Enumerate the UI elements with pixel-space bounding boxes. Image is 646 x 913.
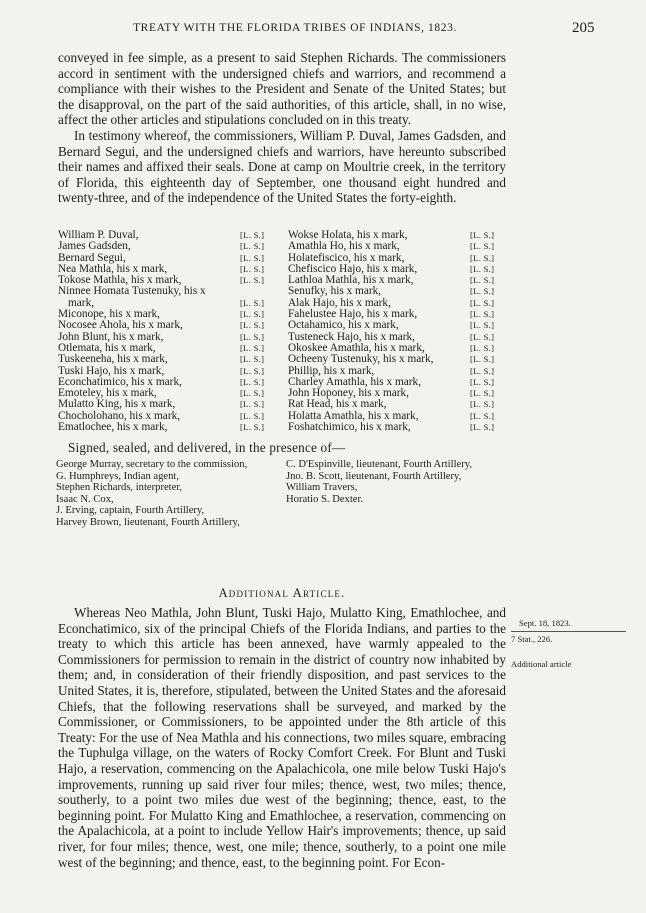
seal-mark: [L. S.] xyxy=(240,399,265,410)
signatory-name: James Gadsden, xyxy=(58,240,131,253)
signatures-right-column xyxy=(288,230,506,433)
margin-statute: 7 Stat., 226. xyxy=(511,634,553,644)
seal-mark: [L. S.] xyxy=(470,410,495,421)
paragraph-testimony: In testimony whereof, the commissioners, William P. Duval, James Gadsden, and Bernard Segui, and the undersigned chiefs and warriors, have hereunto subscribed their names and affixed their seals. Done at camp on Moultrie creek, in the territory of Florida, this eighteenth day of September, one thousand eight hundred and twenty-three, and of the independence of the United States the forty-eighth. xyxy=(58,127,506,206)
seal-mark: [L. S.] xyxy=(470,252,495,263)
seal-mark: [L. S.] xyxy=(470,309,495,320)
signatory-name: Nea Mathla, his x mark, xyxy=(58,262,168,275)
seal-mark: [L. S.] xyxy=(470,263,495,274)
running-title: TREATY WITH THE FLORIDA TRIBES OF INDIANS, 1823. xyxy=(133,22,457,34)
signature-row xyxy=(58,241,273,252)
signatory-name: Octahamico, his x mark, xyxy=(288,319,399,332)
signatory-name: Holatefiscico, his x mark, xyxy=(288,251,405,264)
seal-mark: [L. S.] xyxy=(470,230,495,240)
signatory-name: Tusteneck Hajo, his x mark, xyxy=(288,330,415,343)
signatory-name: Otlemata, his x mark, xyxy=(58,341,156,354)
seal-mark: [L. S.] xyxy=(240,241,265,252)
seal-mark: [L. S.] xyxy=(470,320,495,331)
margin-date: Sept. 18, 1823. xyxy=(519,618,571,628)
witness-entry: C. D'Espinville, lieutenant, Fourth Artillery, xyxy=(286,459,473,470)
witnesses-right-column xyxy=(286,459,508,505)
signatory-name: Emoteley, his x mark, xyxy=(58,387,157,400)
signatory-name: Alak Hajo, his x mark, xyxy=(288,296,391,309)
signature-row xyxy=(288,422,506,433)
margin-notes xyxy=(511,618,629,670)
seal-mark: [L. S.] xyxy=(470,388,495,399)
witness-entry: George Murray, secretary to the commission, xyxy=(56,459,248,470)
seal-mark: [L. S.] xyxy=(470,399,495,410)
seal-mark: [L. S.] xyxy=(240,422,265,433)
signatory-name: mark, xyxy=(68,296,95,309)
seal-mark: [L. S.] xyxy=(240,388,265,399)
witness-entry: William Travers, xyxy=(286,482,358,494)
signatory-name: Phillip, his x mark, xyxy=(288,364,375,377)
signatory-name: Ematlochee, his x mark, xyxy=(58,421,168,434)
signatory-name: Okoskee Amathla, his x mark, xyxy=(288,341,425,354)
signatory-name: Charley Amathla, his x mark, xyxy=(288,375,422,388)
paragraph-closing-article: conveyed in fee simple, as a present to said Stephen Richards. The commissioners accord in sentiment with the undersigned chiefs and warriors, and recommend a compliance with their wishes to the President and Senate of the United States; but the disapproval, on the part of the said authorities, of this article, shall, in no wise, affect the other articles and stipulations concluded on in this treaty. xyxy=(58,50,506,128)
witness-entry: Harvey Brown, lieutenant, Fourth Artillery, xyxy=(56,516,240,528)
signatory-name: Rat Head, his x mark, xyxy=(288,398,387,411)
additional-article-text xyxy=(58,605,506,870)
signature-row xyxy=(288,354,506,365)
witness-entry: Jno. B. Scott, lieutenant, Fourth Artillery, xyxy=(286,470,462,482)
signature-row xyxy=(288,241,506,252)
signature-row xyxy=(58,320,273,331)
seal-mark: [L. S.] xyxy=(240,354,265,365)
seal-mark: [L. S.] xyxy=(240,331,265,342)
signatory-name: Amathla Ho, his x mark, xyxy=(288,240,400,253)
signatory-name: Ocheeny Tustenuky, his x mark, xyxy=(288,353,434,366)
signature-row xyxy=(58,354,273,365)
witness-entry: G. Humphreys, Indian agent, xyxy=(56,470,179,482)
signatory-name: Chefiscico Hajo, his x mark, xyxy=(288,262,418,275)
seal-mark: [L. S.] xyxy=(240,376,265,387)
seal-mark: [L. S.] xyxy=(470,297,495,308)
signatory-name: Wokse Holata, his x mark, xyxy=(288,229,408,241)
signatory-name: John Hoponey, his x mark, xyxy=(288,387,410,400)
seal-mark: [L. S.] xyxy=(470,286,495,297)
signatures-left-column xyxy=(58,230,273,433)
signatory-name: Fahelustee Hajo, his x mark, xyxy=(288,308,418,321)
seal-mark: [L. S.] xyxy=(240,342,265,353)
page-number: 205 xyxy=(572,20,595,36)
signatory-name: Econchatimico, his x mark, xyxy=(58,375,182,388)
witness-entry: Horatio S. Dexter. xyxy=(286,493,364,505)
seal-mark: [L. S.] xyxy=(240,320,265,331)
seal-mark: [L. S.] xyxy=(240,275,265,286)
signature-row xyxy=(58,422,273,433)
seal-mark: [L. S.] xyxy=(470,275,495,286)
treaty-text xyxy=(58,50,506,206)
seal-mark: [L. S.] xyxy=(470,422,495,433)
signatory-name: Tokose Mathla, his x mark, xyxy=(58,274,182,287)
signatory-name: Lathloa Mathla, his x mark, xyxy=(288,274,414,287)
seal-mark: [L. S.] xyxy=(240,365,265,376)
seal-mark: [L. S.] xyxy=(240,263,265,274)
seal-mark: [L. S.] xyxy=(240,252,265,263)
seal-mark: [L. S.] xyxy=(240,309,265,320)
signatory-name: Nocosee Ahola, his x mark, xyxy=(58,319,183,332)
signatory-name: Tuskeeneha, his x mark, xyxy=(58,353,168,366)
seal-mark: [L. S.] xyxy=(470,354,495,365)
seal-mark: [L. S.] xyxy=(240,297,265,308)
signatory-name: Bernard Segui, xyxy=(58,251,126,264)
witnesses-left-column xyxy=(56,459,278,529)
seal-mark: [L. S.] xyxy=(470,342,495,353)
signatory-name: Chocholohano, his x mark, xyxy=(58,409,181,422)
seal-mark: [L. S.] xyxy=(240,410,265,421)
signatory-name: Foshatchimico, his x mark, xyxy=(288,421,411,434)
seal-mark: [L. S.] xyxy=(240,230,265,240)
witness-entry: Isaac N. Cox, xyxy=(56,493,114,505)
seal-mark: [L. S.] xyxy=(470,241,495,252)
signatory-name: Mulatto King, his x mark, xyxy=(58,398,176,411)
seal-mark: [L. S.] xyxy=(470,376,495,387)
margin-rule xyxy=(511,631,626,632)
signatory-name: Senufky, his x mark, xyxy=(288,285,382,298)
additional-article-heading: Additional Article. xyxy=(218,586,346,600)
signatory-name: Holatta Amathla, his x mark, xyxy=(288,409,419,422)
signatory-name: William P. Duval, xyxy=(58,229,139,241)
signature-row xyxy=(288,320,506,331)
signatory-name: Tuski Hajo, his x mark, xyxy=(58,364,165,377)
witness-entry: Stephen Richards, interpreter, xyxy=(56,482,183,494)
paragraph-additional-article: Whereas Neo Mathla, John Blunt, Tuski Hajo, Mulatto King, Emathlochee, and Econchatimico, six of the principal Chiefs of the Florida Indians, and parties to the treaty to which this article has been annexed, have warmly appealed to the Commissioners for permission to remain in the district of country now inhabited by them; and, in consideration of their friendly disposition, and past services to the United States, it is, therefore, stipulated, between the United States and the aforesaid Chiefs, that the following reservations shall be surveyed, and marked by the Commissioner, or Commissioners, to be appointed under the 8th article of this Treaty: For the use of Nea Mathla and his connections, two miles square, embracing the Tuphulga village, on the waters of Rocky Comfort Creek. For Blunt and Tuski Hajo, a reservation, commencing on the Apalachicola, one mile below Tuski Hajo's improvements, running up said river four miles; thence, west, two miles; thence, southerly, to a point two miles due west of the beginning; thence, east, to the beginning point. For Mulatto King and Emathlochee, a reservation, commencing on the Apalachicola, at a point to include Yellow Hair's improvements; thence, up said river, for four miles; thence, west, one mile; thence, southerly, to a point one mile west of the beginning; and thence, east, to the beginning point. For Econ- xyxy=(58,605,506,870)
signatory-name: Miconope, his x mark, xyxy=(58,308,160,321)
witness-entry: J. Erving, captain, Fourth Artillery, xyxy=(56,505,205,517)
presence-line: Signed, sealed, and delivered, in the presence of— xyxy=(68,440,346,455)
seal-mark: [L. S.] xyxy=(470,365,495,376)
signatory-name: John Blunt, his x mark, xyxy=(58,330,164,343)
margin-note-additional-article: Additional article xyxy=(511,659,572,669)
signatory-name: Ninnee Homata Tustenuky, his x xyxy=(58,285,206,298)
seal-mark: [L. S.] xyxy=(470,331,495,342)
